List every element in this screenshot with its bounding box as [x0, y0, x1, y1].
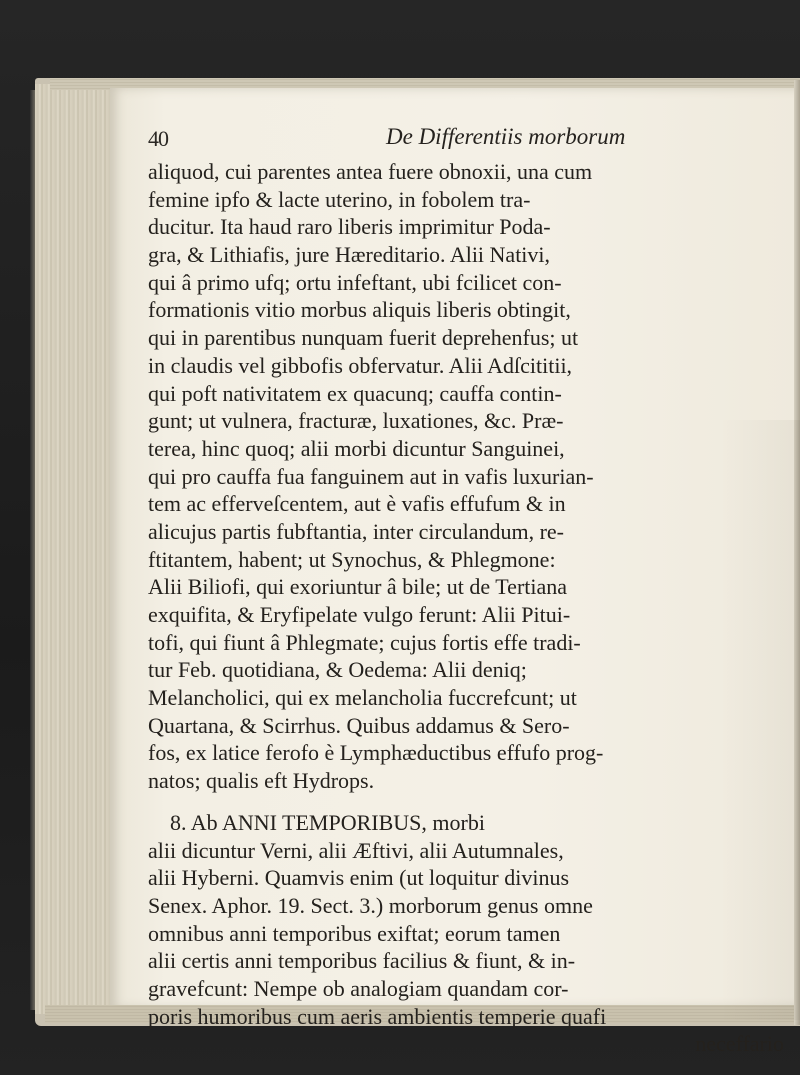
text-line: alii dicuntur Verni, alii Æftivi, alii Autumnales, — [148, 837, 564, 863]
text-line: poris humoribus cum aeris ambientis temperie quafi — [148, 1003, 607, 1029]
text-line: natos; qualis eft Hydrops. — [148, 768, 375, 794]
body-text — [148, 158, 788, 1058]
text-line: fos, ex latice ferofo è Lymphæductibus effufo prog- — [148, 740, 604, 766]
text-line: gra, & Lithiafis, jure Hæreditario. Alii Nativi, — [148, 242, 551, 268]
text-line: gravefcunt: Nempe ob analogiam quandam cor- — [148, 975, 569, 1001]
page-number: 40 — [148, 126, 168, 151]
running-head — [148, 122, 788, 158]
text-line: qui poft nativitatem ex quacunq; cauffa contin- — [148, 380, 562, 406]
text-line: Senex. Aphor. 19. Sect. 3.) morborum genus omne — [148, 892, 593, 918]
text-line: Alii Biliofi, qui exoriuntur â bile; ut de Tertiana — [148, 574, 568, 600]
text-line: alicujus partis fubftantia, inter circulandum, re- — [148, 518, 565, 544]
text-line: femine ipfo & lacte uterino, in fobolem tra- — [148, 186, 531, 212]
paragraph-1 — [148, 158, 788, 795]
text-line: aliquod, cui parentes antea fuere obnoxii, una cum — [148, 159, 593, 184]
text-line: gunt; ut vulnera, fracturæ, luxationes, &c. Præ- — [148, 408, 564, 434]
text-line: alii Hyberni. Quamvis enim (ut loquitur divinus — [148, 865, 570, 891]
text-line: ducitur. Ita haud raro liberis imprimitur Poda- — [148, 214, 551, 240]
text-line: omnibus anni temporibus exiftat; eorum tamen — [148, 920, 561, 946]
catchword: neceffario — [695, 1031, 784, 1057]
paragraph-2 — [148, 809, 788, 1031]
text-line: exquifita, & Eryfipelate vulgo ferunt: Alii Pitui- — [148, 602, 571, 627]
text-line: 8. Ab ANNI TEMPORIBUS, morbi — [170, 809, 485, 835]
text-line: qui in parentibus nunquam fuerit deprehenfus; ut — [148, 325, 579, 351]
text-line: terea, hinc quoq; alii morbi dicuntur Sanguinei, — [148, 435, 565, 461]
text-line: alii certis anni temporibus facilius & fiunt, & in- — [148, 948, 576, 974]
text-line: formationis vitio morbus aliquis liberis obtingit, — [148, 297, 571, 323]
text-line: tur Feb. quotidiana, & Oedema: Alii deniq; — [148, 657, 527, 683]
text-line: Melancholici, qui ex melancholia fuccrefcunt; ut — [148, 685, 577, 711]
text-line: in claudis vel gibbofis obfervatur. Alii Adſcititii, — [148, 352, 573, 378]
text-line: tem ac efferveſcentem, aut è vafis effufum & in — [148, 491, 566, 517]
running-title: De Differentiis morborum — [386, 124, 626, 149]
text-line: Quartana, & Scirrhus. Quibus addamus & Sero- — [148, 712, 570, 738]
text-line: tofi, qui fiunt â Phlegmate; cujus fortis effe tradi- — [148, 629, 581, 655]
text-line: qui pro cauffa fua fanguinem aut in vafis luxurian- — [148, 463, 594, 489]
text-line: ftitantem, habent; ut Synochus, & Phlegmone: — [148, 546, 556, 572]
text-line: qui â primo ufq; ortu infeftant, ubi fcilicet con- — [148, 269, 562, 295]
catchword-line — [148, 1030, 788, 1058]
